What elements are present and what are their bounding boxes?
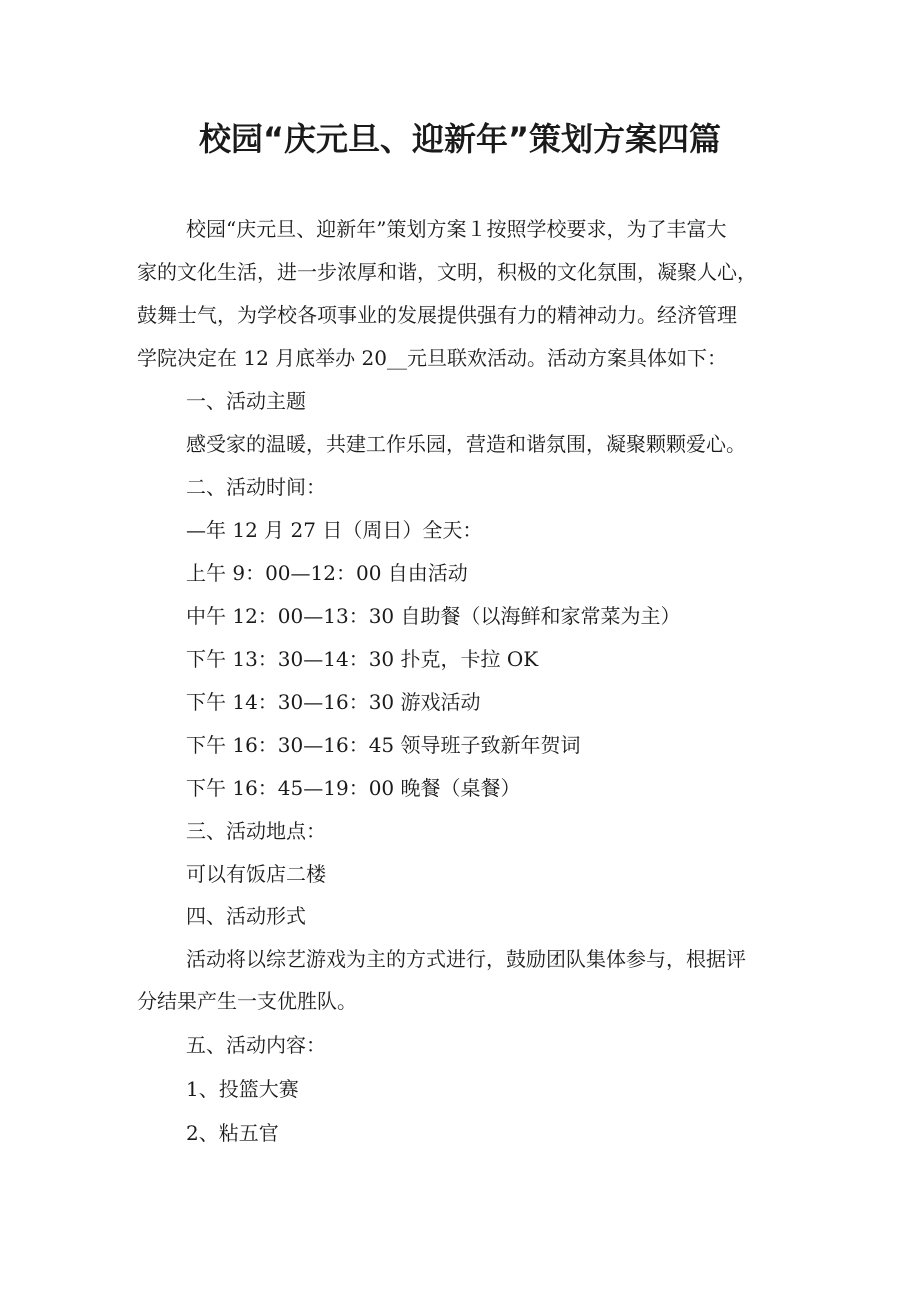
intro-line-2: 家的文化生活，进一步浓厚和谐，文明，积极的文化氛围，凝聚人心， xyxy=(137,260,757,284)
schedule-item: 下午 14：30—16：30 游戏活动 xyxy=(186,690,481,714)
section-heading-format: 四、活动形式 xyxy=(186,904,306,928)
intro-line-4: 学院决定在 12 月底举办 20__元旦联欢活动。活动方案具体如下： xyxy=(137,346,727,370)
schedule-item: 下午 13：30—14：30 扑克，卡拉 OK xyxy=(186,647,539,671)
format-line-1: 活动将以综艺游戏为主的方式进行，鼓励团队集体参与，根据评 xyxy=(186,947,746,971)
schedule-item: 下午 16：45—19：00 晚餐（桌餐） xyxy=(186,776,521,800)
intro-line-1: 校园“庆元旦、迎新年”策划方案１按照学校要求，为了丰富大 xyxy=(186,217,727,241)
section-heading-theme: 一、活动主题 xyxy=(186,389,306,413)
content-item: 2、粘五官 xyxy=(186,1121,279,1145)
document-title: 校园“庆元旦、迎新年”策划方案四篇 xyxy=(198,120,722,158)
event-date: —年 12 月 27 日（周日）全天： xyxy=(186,518,483,542)
section-heading-time: 二、活动时间： xyxy=(186,475,326,499)
content-item: 1、投篮大赛 xyxy=(186,1077,299,1101)
location-text: 可以有饭店二楼 xyxy=(186,862,326,886)
section-heading-content: 五、活动内容： xyxy=(186,1033,326,1057)
schedule-item: 中午 12：00—13：30 自助餐（以海鲜和家常菜为主） xyxy=(186,604,681,628)
schedule-item: 下午 16：30—16：45 领导班子致新年贺词 xyxy=(186,733,581,757)
theme-text: 感受家的温暖，共建工作乐园，营造和谐氛围，凝聚颗颗爱心。 xyxy=(186,432,746,456)
schedule-item: 上午 9：00—12：00 自由活动 xyxy=(186,561,468,585)
format-line-2: 分结果产生一支优胜队。 xyxy=(137,989,357,1013)
intro-line-3: 鼓舞士气，为学校各项事业的发展提供强有力的精神动力。经济管理 xyxy=(137,303,737,327)
section-heading-location: 三、活动地点： xyxy=(186,819,326,843)
